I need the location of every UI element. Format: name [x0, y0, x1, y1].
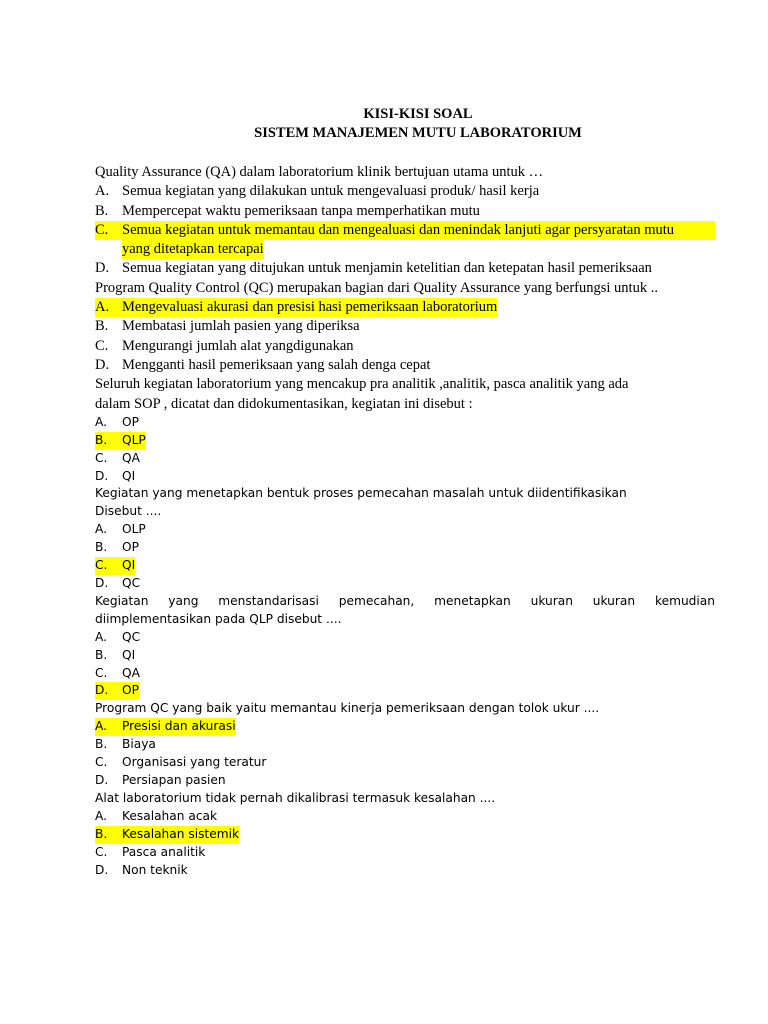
option-letter: D. — [95, 468, 109, 483]
option-b — [95, 539, 715, 557]
option-text: OP — [122, 540, 139, 555]
option-letter: C. — [95, 755, 108, 770]
option-text: Mempercepat waktu pemeriksaan tanpa memperhatikan mutu — [122, 202, 480, 219]
question-text: Program Quality Control (QC) merupakan bagian dari Quality Assurance yang berfungsi untuk .. — [95, 279, 658, 296]
question-5 — [95, 593, 715, 700]
option-letter: B. — [95, 202, 109, 219]
option-b-answer — [95, 826, 715, 844]
option-a-answer — [95, 718, 715, 736]
question-text-continued: dalam SOP , dicatat dan didokumentasikan, kegiatan ini disebut : — [95, 395, 473, 412]
option-text-continued: yang ditetapkan tercapai — [122, 240, 264, 259]
option-letter: A. — [95, 719, 107, 734]
option-b-answer — [95, 432, 715, 450]
question-text-continued: Disebut .... — [95, 504, 162, 519]
option-text: QI — [122, 647, 136, 662]
option-letter: A. — [95, 808, 107, 823]
question-text-continued: diimplementasikan pada QLP disebut .... — [95, 611, 342, 626]
option-letter: A. — [95, 183, 110, 200]
option-text: QA — [122, 665, 140, 680]
question-text: Kegiatan yang menetapkan bentuk proses pemecahan masalah untuk diidentifikasikan — [95, 486, 627, 501]
option-letter: A. — [95, 522, 107, 537]
option-c — [95, 337, 715, 356]
option-text: Mengurangi jumlah alat yangdigunakan — [122, 337, 354, 354]
option-d — [95, 259, 715, 278]
option-a — [95, 182, 715, 201]
option-text: Presisi dan akurasi — [122, 719, 236, 734]
question-7 — [95, 790, 715, 880]
option-letter: A. — [95, 629, 107, 644]
option-text: Persiapan pasien — [122, 772, 226, 787]
option-letter: D. — [95, 683, 109, 698]
option-text: QC — [122, 629, 141, 644]
option-letter: C. — [95, 450, 108, 465]
option-letter: C. — [95, 665, 108, 680]
option-text: Mengganti hasil pemeriksaan yang salah denga cepat — [122, 356, 431, 373]
option-text: QI — [122, 468, 136, 483]
option-text: OP — [122, 683, 139, 698]
option-letter: A. — [95, 414, 107, 429]
option-b — [95, 202, 715, 221]
option-text: QC — [122, 576, 141, 591]
option-text: Semua kegiatan yang ditujukan untuk menjamin ketelitian dan ketepatan hasil pemeriksaan — [122, 260, 652, 277]
option-letter: D. — [95, 862, 109, 877]
option-b — [95, 317, 715, 336]
option-letter: D. — [95, 356, 110, 373]
option-d — [95, 468, 715, 486]
option-text: OP — [122, 414, 139, 429]
option-letter: B. — [95, 737, 108, 752]
option-a — [95, 808, 715, 826]
option-text: Non teknik — [122, 862, 188, 877]
option-text: Mengevaluasi akurasi dan presisi hasi pemeriksaan laboratorium — [122, 299, 498, 316]
option-letter: C. — [95, 844, 108, 859]
option-text: Kesalahan sistemik — [122, 826, 240, 841]
question-text: Seluruh kegiatan laboratorium yang mencakup pra analitik ,analitik, pasca analitik yang ada — [95, 376, 629, 393]
option-text: Semua kegiatan yang dilakukan untuk mengevaluasi produk/ hasil kerja — [122, 183, 540, 200]
option-d — [95, 772, 715, 790]
option-text: OLP — [122, 522, 146, 537]
option-c — [95, 754, 715, 772]
option-c-answer — [95, 221, 715, 240]
option-c-continuation — [95, 240, 715, 259]
option-letter: C. — [95, 221, 109, 238]
option-text: QA — [122, 450, 140, 465]
option-text: Pasca analitik — [122, 844, 206, 859]
document-body — [95, 163, 715, 879]
option-letter: A. — [95, 299, 110, 316]
option-text: Kesalahan acak — [122, 808, 218, 823]
question-4 — [95, 485, 715, 592]
option-text: Biaya — [122, 737, 156, 752]
question-text: Program QC yang baik yaitu memantau kinerja pemeriksaan dengan tolok ukur .... — [95, 701, 600, 716]
option-letter: B. — [95, 318, 109, 335]
option-b — [95, 736, 715, 754]
question-2 — [95, 279, 715, 375]
option-letter: D. — [95, 576, 109, 591]
option-letter: B. — [95, 826, 108, 841]
option-text: QLP — [122, 432, 146, 447]
option-a-answer — [95, 298, 715, 317]
question-text: Alat laboratorium tidak pernah dikalibrasi termasuk kesalahan .... — [95, 790, 496, 805]
document-title: KISI-KISI SOAL — [363, 106, 473, 122]
option-d — [95, 356, 715, 375]
option-letter: C. — [95, 337, 109, 354]
option-d — [95, 862, 715, 880]
option-text: QI — [122, 558, 136, 573]
option-letter: C. — [95, 558, 108, 573]
option-b — [95, 647, 715, 665]
question-6 — [95, 700, 715, 790]
option-text: Organisasi yang teratur — [122, 755, 267, 770]
option-letter: D. — [95, 772, 109, 787]
option-c — [95, 450, 715, 468]
question-3 — [95, 375, 715, 485]
option-a — [95, 521, 715, 539]
option-letter: B. — [95, 647, 108, 662]
option-text: Semua kegiatan untuk memantau dan mengealuasi dan menindak lanjuti agar persyaratan mutu — [122, 221, 675, 238]
option-letter: B. — [95, 540, 108, 555]
question-text: Quality Assurance (QA) dalam laboratorium klinik bertujuan utama untuk … — [95, 164, 544, 180]
option-letter: D. — [95, 260, 110, 277]
document-subtitle: SISTEM MANAJEMEN MUTU LABORATORIUM — [254, 125, 582, 141]
option-text: Membatasi jumlah pasien yang diperiksa — [122, 318, 360, 335]
option-letter: B. — [95, 432, 108, 447]
option-a — [95, 629, 715, 647]
question-1 — [95, 163, 715, 279]
option-c-answer — [95, 557, 715, 575]
option-c — [95, 665, 715, 683]
option-c — [95, 844, 715, 862]
option-d-answer — [95, 682, 715, 700]
question-text: Kegiatan yang menstandarisasi pemecahan, menetapkan ukuran ukuran kemudian — [95, 593, 715, 608]
option-a — [95, 414, 715, 432]
option-d — [95, 575, 715, 593]
